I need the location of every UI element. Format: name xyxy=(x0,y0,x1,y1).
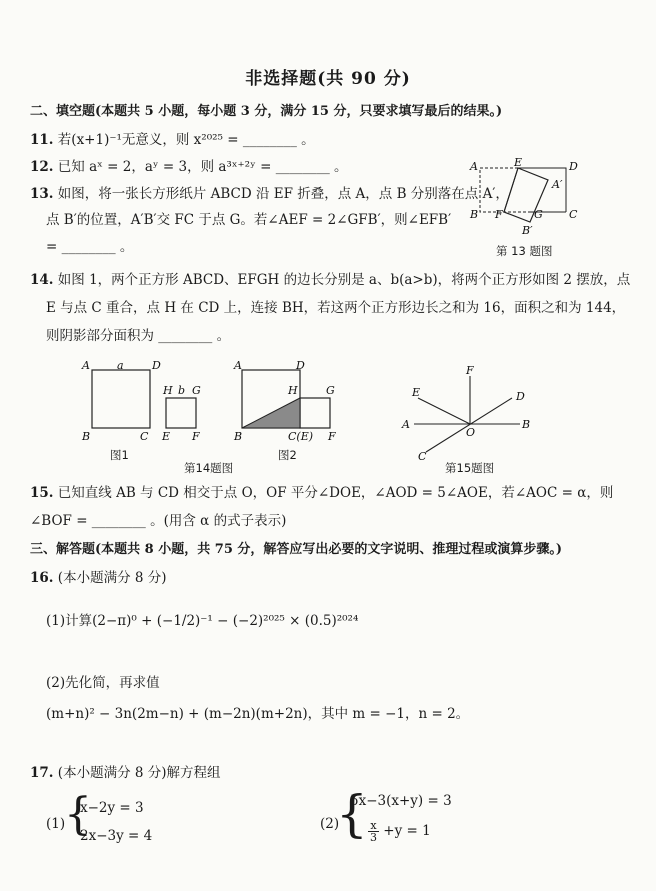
label-D: D xyxy=(516,390,525,403)
label-A: A xyxy=(82,359,90,372)
figure-14-1 xyxy=(78,356,218,446)
label-H: H xyxy=(163,384,173,397)
label-C: C xyxy=(140,430,149,443)
shaded-region xyxy=(242,398,300,428)
question-16-part2-expr: (m+n)² − 3n(2m−n) + (m−2n)(m+2n)，其中 m = −1，n = 2。 xyxy=(46,706,470,722)
label-D: D xyxy=(296,359,305,372)
label-G: G xyxy=(534,208,543,221)
square-ABCD xyxy=(92,370,150,428)
question-14-line2: E 与点 C 重合，点 H 在 CD 上，连接 BH，若这两个正方形边长之和为 16，面积之和为 144， xyxy=(46,300,626,316)
label-E: E xyxy=(412,386,421,399)
figure-13 xyxy=(468,158,588,240)
question-number: 14. xyxy=(30,272,54,288)
section-heading-fill-in: 二、填空题(本题共 5 小题，每小题 3 分，满分 15 分，只要求填写最后的结果。) xyxy=(30,104,503,119)
label-b: b xyxy=(178,384,186,397)
question-number: 11. xyxy=(30,132,54,148)
question-number: 13. xyxy=(30,186,54,202)
label-G: G xyxy=(326,384,335,397)
q17-part2-eq1: 5x−3(x+y) = 3 xyxy=(350,793,452,809)
question-13 xyxy=(30,185,509,203)
question-text-line1: 已知直线 AB 与 CD 相交于点 O，OF 平分∠DOE，∠AOD = 5∠AOE，若∠AOC = α，则 xyxy=(57,485,614,501)
question-number: 12. xyxy=(30,159,54,175)
question-text-line1: 如图 1，两个正方形 ABCD、EFGH 的边长分别是 a、b(a>b)，将两个正方形如图 2 摆放，点 xyxy=(57,272,631,288)
label-B: B xyxy=(522,418,531,431)
label-B: B xyxy=(234,430,243,443)
label-C: C xyxy=(418,450,427,462)
label-H: H xyxy=(288,384,298,397)
label-F: F xyxy=(466,364,474,377)
figure-14-2 xyxy=(232,356,352,446)
question-16 xyxy=(30,569,167,587)
figure-15 xyxy=(396,362,546,462)
question-number: 16. xyxy=(30,570,54,586)
label-C: C xyxy=(569,208,578,221)
question-15-line2: ∠BOF = ________ 。(用含 α 的式子表示) xyxy=(30,513,287,529)
q17-part1-eq2: 2x−3y = 4 xyxy=(80,828,153,844)
label-C-E: C(E) xyxy=(288,430,314,443)
figure-15-caption: 第15题图 xyxy=(445,461,495,475)
q17-part2-eq2 xyxy=(368,820,431,843)
question-head: (本小题满分 8 分) xyxy=(57,570,167,586)
label-E: E xyxy=(514,158,523,169)
figure-14-caption: 第14题图 xyxy=(184,461,234,475)
question-11 xyxy=(30,131,315,149)
fraction-denominator: 3 xyxy=(370,831,377,844)
section-heading-solutions: 三、解答题(本题共 8 小题，共 75 分，解答应写出必要的文字说明、推理过程或演算步骤。) xyxy=(30,542,563,557)
question-15 xyxy=(30,484,613,502)
question-16-part1: (1)计算(2−π)⁰ + (−1/2)⁻¹ − (−2)²⁰²⁵ × (0.5)²⁰²⁴ xyxy=(46,613,359,629)
label-F: F xyxy=(495,208,503,221)
square-EFGH xyxy=(300,398,330,428)
label-a: a xyxy=(117,359,124,372)
label-B-prime: B′ xyxy=(522,224,533,237)
label-B: B xyxy=(82,430,91,443)
label-G: G xyxy=(192,384,201,397)
line-CD xyxy=(426,398,512,452)
q17-part2-label: (2) xyxy=(320,816,340,832)
square-EFGH xyxy=(166,398,196,428)
brace-icon: { xyxy=(336,785,368,843)
fraction xyxy=(368,820,379,843)
question-14-line3: 则阴影部分面积为 ________ 。 xyxy=(46,328,231,344)
label-O: O xyxy=(466,426,476,439)
question-17 xyxy=(30,764,221,782)
label-B: B xyxy=(470,208,479,221)
label-A: A xyxy=(234,359,242,372)
label-A: A xyxy=(402,418,410,431)
q17-part1-eq1: x−2y = 3 xyxy=(80,800,144,816)
question-text: 若(x+1)⁻¹无意义，则 x²⁰²⁵ = ________ 。 xyxy=(57,132,315,148)
label-F: F xyxy=(192,430,200,443)
label-D: D xyxy=(569,160,578,173)
q17-part2-eq2-rest: +y = 1 xyxy=(383,823,431,839)
question-13-line3: = ________ 。 xyxy=(46,239,134,255)
question-12 xyxy=(30,158,348,176)
page-title: 非选择题(共 90 分) xyxy=(245,69,411,89)
question-text: 已知 aˣ = 2，aʸ = 3，则 a³ˣ⁺²ʸ = ________ 。 xyxy=(57,159,348,175)
question-number: 17. xyxy=(30,765,54,781)
q17-part1-label: (1) xyxy=(46,816,66,832)
question-head: (本小题满分 8 分)解方程组 xyxy=(57,765,221,781)
question-13-line2: 点 B′的位置，A′B′交 FC 于点 G。若∠AEF = 2∠GFB′，则∠EFB′ xyxy=(46,212,452,228)
figure-14-1-label: 图1 xyxy=(110,448,129,462)
question-14 xyxy=(30,271,630,289)
fraction-numerator: x xyxy=(368,820,379,832)
figure-13-caption: 第 13 题图 xyxy=(496,244,553,258)
label-F: F xyxy=(328,430,336,443)
label-D: D xyxy=(152,359,161,372)
question-number: 15. xyxy=(30,485,54,501)
question-16-part2-title: (2)先化简，再求值 xyxy=(46,675,160,691)
label-E: E xyxy=(162,430,171,443)
label-A-prime: A′ xyxy=(552,178,563,191)
label-A: A xyxy=(470,160,478,173)
figure-14-2-label: 图2 xyxy=(278,448,297,462)
ray-OE xyxy=(418,398,470,424)
brace-icon: { xyxy=(64,789,92,840)
question-text-line1: 如图，将一张长方形纸片 ABCD 沿 EF 折叠，点 A，点 B 分别落在点 A′， xyxy=(57,186,509,202)
